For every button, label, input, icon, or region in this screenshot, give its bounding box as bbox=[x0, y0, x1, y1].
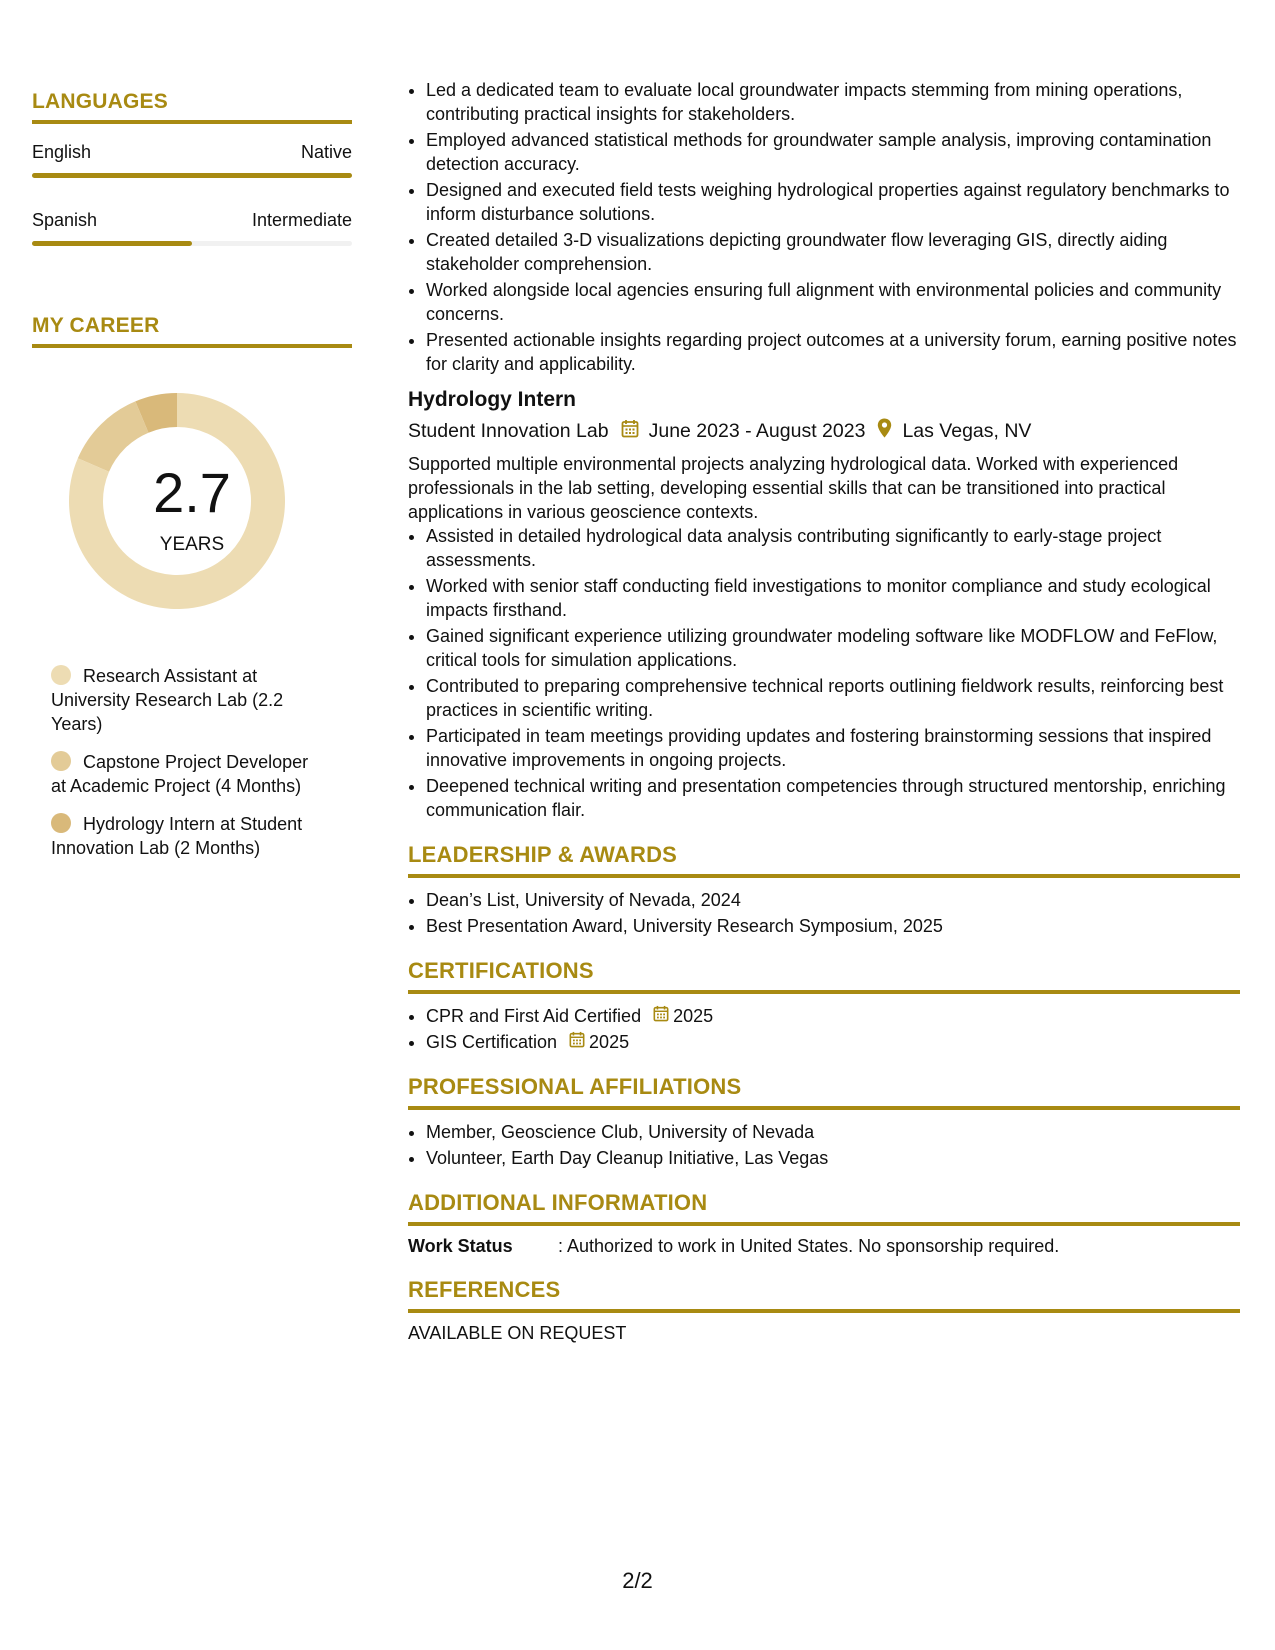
legend-item bbox=[51, 750, 321, 798]
bullet-item: • Gained significant experience utilizing groundwater modeling software like MODFLOW and FeFlow, critical tools for simulation applications. bbox=[426, 624, 1240, 672]
affiliations-heading: PROFESSIONAL AFFILIATIONS bbox=[408, 1074, 1240, 1110]
legend-label: Research Assistant at University Research Lab (2.2 Years) bbox=[51, 666, 284, 734]
work-status-row bbox=[408, 1236, 1240, 1257]
left-column bbox=[32, 90, 352, 874]
career-heading: MY CAREER bbox=[32, 314, 352, 348]
bullet-item: • Designed and executed field tests weighing hydrological properties against regulatory benchmarks to inform disturbance solutions. bbox=[426, 178, 1240, 226]
leadership-heading: LEADERSHIP & AWARDS bbox=[408, 842, 1240, 878]
certifications-section bbox=[408, 958, 1240, 1054]
additional-info-heading: ADDITIONAL INFORMATION bbox=[408, 1190, 1240, 1226]
bullet-item: • Worked with senior staff conducting field investigations to monitor compliance and study ecological impacts firsthand. bbox=[426, 574, 1240, 622]
bullet-item: • Participated in team meetings providing updates and fostering brainstorming sessions that inspired innovative improvements in ongoing projects. bbox=[426, 724, 1240, 772]
bullet-item: • Created detailed 3-D visualizations depicting groundwater flow leveraging GIS, directly aiding stakeholder comprehension. bbox=[426, 228, 1240, 276]
bullet-item: • Deepened technical writing and presentation competencies through structured mentorship, enriching communication flair. bbox=[426, 774, 1240, 822]
languages-heading: LANGUAGES bbox=[32, 90, 352, 124]
language-spanish bbox=[32, 210, 352, 246]
legend-item bbox=[51, 812, 321, 860]
job-meta bbox=[408, 418, 1240, 444]
language-level: Intermediate bbox=[251, 210, 352, 230]
certification-year: 2025 bbox=[589, 1032, 630, 1052]
legend-dot bbox=[51, 665, 71, 685]
award-item: • Best Presentation Award, University Research Symposium, 2025 bbox=[426, 914, 1240, 938]
language-proficiency-bar bbox=[32, 173, 352, 178]
certifications-heading: CERTIFICATIONS bbox=[408, 958, 1240, 994]
career-total-unit: YEARS bbox=[159, 534, 225, 555]
page-number: 2/2 bbox=[622, 1568, 653, 1593]
references-text: AVAILABLE ON REQUEST bbox=[408, 1323, 627, 1343]
references-heading: REFERENCES bbox=[408, 1277, 1240, 1313]
bullet-item: • Contributed to preparing comprehensive technical reports outlining fieldwork results, reinforcing best practices in scientific writing. bbox=[426, 674, 1240, 722]
right-column bbox=[408, 78, 1240, 1344]
language-english bbox=[32, 142, 352, 178]
certification-item bbox=[426, 1030, 1240, 1054]
work-status-label: Work Status bbox=[408, 1236, 513, 1256]
legend-label: Hydrology Intern at Student Innovation Lab (2 Months) bbox=[51, 814, 303, 858]
career-legend bbox=[32, 664, 352, 860]
language-name: English bbox=[32, 142, 92, 162]
leadership-section bbox=[408, 842, 1240, 938]
bullet-item: • Worked alongside local agencies ensuring full alignment with environmental policies and community concerns. bbox=[426, 278, 1240, 326]
additional-info-section bbox=[408, 1190, 1240, 1257]
language-proficiency-fill bbox=[32, 173, 352, 178]
references-section bbox=[408, 1277, 1240, 1344]
job-bullets bbox=[408, 524, 1240, 822]
legend-label: Capstone Project Developer at Academic Project (4 Months) bbox=[51, 752, 309, 796]
job-company: Student Innovation Lab bbox=[408, 419, 609, 442]
affiliation-item: • Volunteer, Earth Day Cleanup Initiative, Las Vegas bbox=[426, 1146, 1240, 1170]
job-location: Las Vegas, NV bbox=[902, 419, 1032, 442]
legend-item bbox=[51, 664, 321, 736]
legend-dot bbox=[51, 813, 71, 833]
previous-job-bullets bbox=[408, 78, 1240, 376]
calendar-icon bbox=[653, 1004, 669, 1028]
career-donut-chart bbox=[32, 388, 352, 628]
certification-year: 2025 bbox=[673, 1006, 714, 1026]
calendar-icon bbox=[621, 419, 639, 444]
language-name: Spanish bbox=[32, 210, 98, 230]
certification-item bbox=[426, 1004, 1240, 1028]
location-pin-icon bbox=[877, 418, 892, 444]
career-total-years: 2.7 bbox=[153, 461, 231, 524]
language-proficiency-fill bbox=[32, 241, 192, 246]
bullet-item: • Employed advanced statistical methods for groundwater sample analysis, improving contamination detection accuracy. bbox=[426, 128, 1240, 176]
bullet-item: • Presented actionable insights regarding project outcomes at a university forum, earning positive notes for clarity and applicability. bbox=[426, 328, 1240, 376]
certification-name: • CPR and First Aid Certified bbox=[426, 1006, 642, 1026]
affiliations-section bbox=[408, 1074, 1240, 1170]
legend-dot bbox=[51, 751, 71, 771]
calendar-icon bbox=[569, 1030, 585, 1054]
language-proficiency-bar bbox=[32, 241, 352, 246]
job-dates: June 2023 - August 2023 bbox=[648, 419, 866, 442]
work-status-value: : Authorized to work in United States. No sponsorship required. bbox=[558, 1236, 1060, 1256]
language-level: Native bbox=[300, 142, 352, 162]
certification-name: • GIS Certification bbox=[426, 1032, 558, 1052]
job-description: Supported multiple environmental projects analyzing hydrological data. Worked with experienced professionals in the lab setting, developing essential skills that can be transitioned into practical applications in various geoscience contexts. bbox=[408, 454, 1179, 522]
affiliation-item: • Member, Geoscience Club, University of Nevada bbox=[426, 1120, 1240, 1144]
bullet-item: • Led a dedicated team to evaluate local groundwater impacts stemming from mining operations, contributing practical insights for stakeholders. bbox=[426, 78, 1240, 126]
award-item: • Dean’s List, University of Nevada, 2024 bbox=[426, 888, 1240, 912]
job-title: Hydrology Intern bbox=[408, 388, 577, 411]
bullet-item: • Assisted in detailed hydrological data analysis contributing significantly to early-stage project assessments. bbox=[426, 524, 1240, 572]
